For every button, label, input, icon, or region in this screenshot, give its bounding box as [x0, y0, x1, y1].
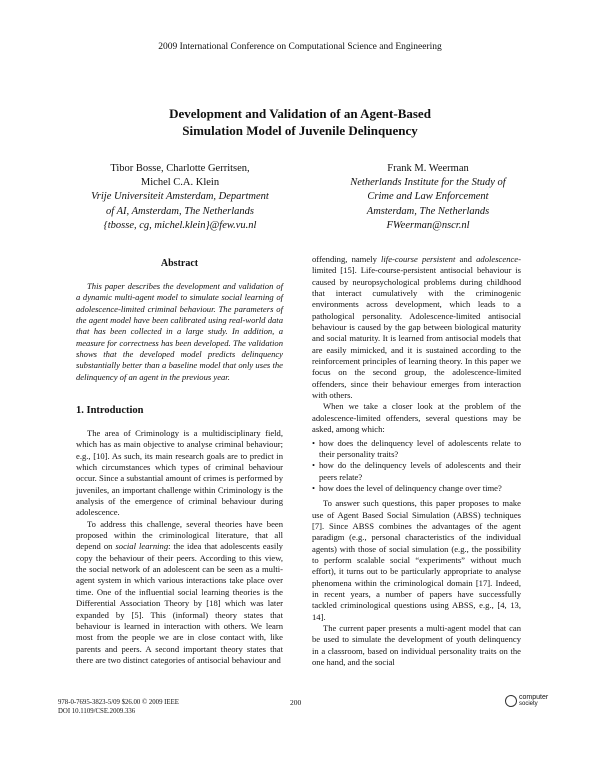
logo-icon: [505, 695, 517, 707]
right-paragraph-3: To answer such questions, this paper proposes to make use of Agent Based Social Simulation (ABSS) techniques [7]. Since ABSS combines the advantages of the agent paradigm (e.g., personal characteristics of the individual agents) with those of social simulation (e.g., the possibility to perform scalable social “experiments” without much effort), it turns out to be particularly appropriate to analyse phenomena within the criminological domain [17]. Indeed, in recent years, a number of papers have successfully tackled criminological questions using ABSS, e.g., [4, 13, 14].: [312, 498, 521, 622]
intro-text: [76, 428, 283, 666]
right-paragraph-4: The current paper presents a multi-agent model that can be used to simulate the development of youth delinquency in a classroom, based on individual personality traits on the one hand, and the social: [312, 623, 521, 668]
intro-heading: 1. Introduction: [76, 405, 144, 416]
author-name: Frank M. Weerman: [387, 163, 469, 174]
author-affiliation-1: Netherlands Institute for the Study of: [350, 177, 506, 189]
computer-society-logo: [505, 692, 547, 710]
question-list: [312, 438, 521, 495]
right-paragraph-1: offending, namely life-course persistent and adolescence-limited [15]. Life-course-persistent antisocial behaviour is caused by neuropsychological problems during childhood that interact cumulatively with the criminogenic environments across development, which leads to a pathological personality. Adolescence-limited antisocial behaviour is caused by the gap between biological maturity and social maturity. It is learned from antisocial models that are easily mimicked, and it is sustained according to the reinforcement principles of learning theory. In this paper we focus on the second group, the adolescence-limited offenders, since their behaviour emerges from interaction with others.: [312, 254, 521, 401]
author-names-2: Michel C.A. Klein: [140, 177, 220, 189]
page-number: 200: [290, 698, 302, 707]
author-names-1: Tibor Bosse, Charlotte Gerritsen,: [110, 163, 250, 174]
footer-isbn: 978-0-7695-3823-5/09 $26.00 © 2009 IEEE: [58, 699, 179, 706]
right-paragraph-2: When we take a closer look at the problem of the adolescence-limited offenders, several questions may be asked, among which:: [312, 401, 521, 435]
abstract-heading: Abstract: [160, 258, 199, 269]
author-email: {tbosse, cg, michel.klein}@few.vu.nl: [103, 219, 257, 231]
list-item: • how do the delinquency levels of adolescents and their peers relate?: [312, 460, 521, 483]
list-item: • how does the level of delinquency change over time?: [312, 483, 521, 494]
paper-title: [0, 105, 600, 139]
logo-text-1: computer: [519, 694, 549, 701]
author-affiliation-2: Crime and Law Enforcement: [367, 191, 489, 203]
intro-paragraph-2: To address this challenge, several theories have been proposed within the criminological literature, that all depend on social learning: the idea that adolescents easily copy the behaviour of their peers. According to this view, the social network of an adolescent can be seen as a multi-agent system in which various interactions take place over time. One of the influential social learning theories is the Differential Association Theory by [18] which was later expanded by [5]. This (informal) theory states that behaviour is learned in interaction with others. We learn most from the people we are in close contact with, like parents and peers. A second important theory states that there are two distinct categories of antisocial behaviour and: [76, 518, 283, 665]
footer-copyright: [58, 698, 179, 716]
intro-paragraph-1: The area of Criminology is a multidisciplinary field, which has as main objective to analyse criminal behaviour; e.g., [10]. As such, its main research goals are to predict in which circumstances which types of criminal behaviour occur. Since a substantial amount of crimes is performed by juveniles, an important challenge within Criminology is the analysis of the emergence of criminal behaviour during adolescence.: [76, 428, 283, 518]
author-block-left: [58, 162, 302, 233]
abstract-paragraph: This paper describes the development and validation of a dynamic multi-agent model to simulate social learning of adolescence-limited criminal behaviour. The parameters of the agent model have been calibrated using real-world data that has been collected in a large study. In addition, a measure for correctness has been developed. The validation shows that the developed model predicts delinquency substantially better than a baseline model that only uses the delinquency of an agent in the previous year.: [76, 281, 283, 382]
logo-text-2: society: [519, 701, 538, 707]
footer-doi: DOI 10.1109/CSE.2009.336: [58, 708, 136, 715]
title-line-2: Simulation Model of Juvenile Delinquency: [182, 123, 418, 138]
author-affiliation-3: Amsterdam, The Netherlands: [366, 205, 490, 217]
author-affiliation-2: of AI, Amsterdam, The Netherlands: [106, 205, 254, 217]
author-email: FWeerman@nscr.nl: [386, 219, 470, 231]
right-column: [312, 254, 521, 668]
author-affiliation-1: Vrije Universiteit Amsterdam, Department: [91, 191, 269, 203]
conference-header: 2009 International Conference on Computational Science and Engineering: [158, 42, 442, 52]
title-line-1: Development and Validation of an Agent-Based: [169, 106, 431, 121]
author-block-right: [306, 162, 550, 233]
abstract-text: [76, 281, 283, 383]
list-item: • how does the delinquency level of adolescents relate to their personality traits?: [312, 438, 521, 461]
